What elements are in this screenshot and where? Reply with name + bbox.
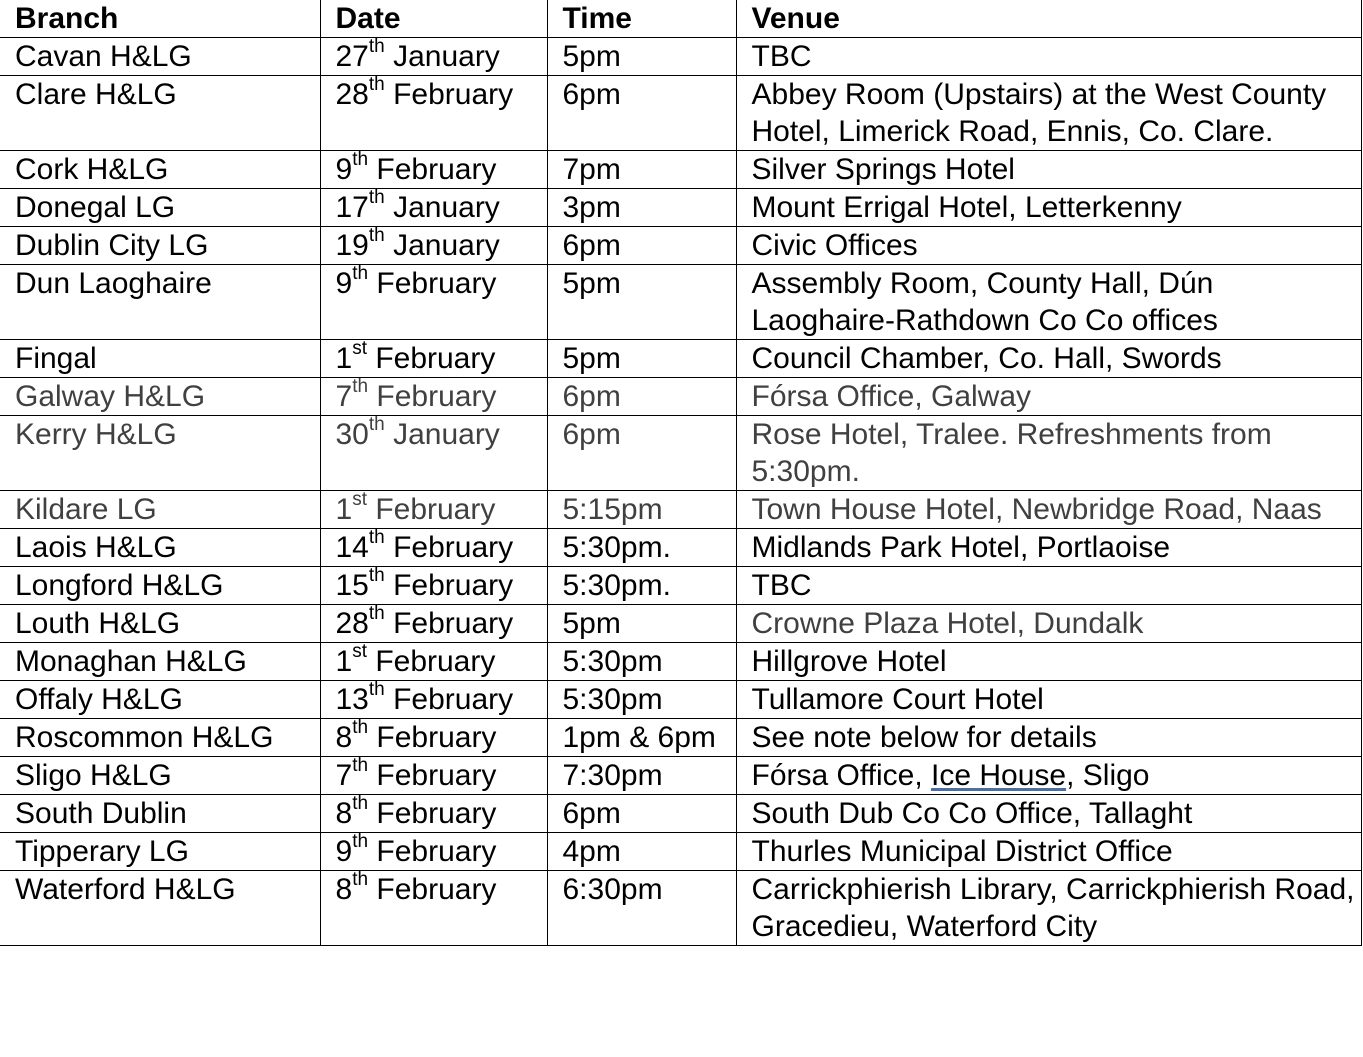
date-header: Date (320, 0, 547, 38)
date-cell (320, 719, 547, 757)
date-month: January (393, 418, 500, 451)
date-month: February (376, 380, 497, 413)
header-row (0, 0, 1361, 38)
venue-cell: South Dub Co Co Office, Tallaght (736, 795, 1361, 833)
branch-cell: Sligo H&LG (0, 757, 320, 795)
time-cell: 6pm (547, 227, 736, 265)
date-day: 9 (335, 835, 353, 868)
date-ordinal: th (352, 755, 369, 776)
date-day: 1 (335, 645, 353, 678)
date-cell (320, 151, 547, 189)
table-row (0, 491, 1361, 529)
date-cell (320, 38, 547, 76)
table-row (0, 681, 1361, 719)
date-cell (320, 605, 547, 643)
table-row (0, 38, 1361, 76)
date-ordinal: th (368, 414, 385, 435)
date-month: February (375, 645, 496, 678)
date-cell (320, 681, 547, 719)
time-cell: 6pm (547, 795, 736, 833)
table-row (0, 719, 1361, 757)
date-month: February (393, 683, 514, 716)
time-cell: 5:30pm. (547, 529, 736, 567)
date-cell (320, 643, 547, 681)
time-cell: 5pm (547, 38, 736, 76)
branch-cell: Laois H&LG (0, 529, 320, 567)
venue-cell: Council Chamber, Co. Hall, Swords (736, 340, 1361, 378)
date-day: 9 (335, 267, 353, 300)
time-cell: 5:30pm. (547, 567, 736, 605)
date-ordinal: st (352, 489, 367, 510)
date-day: 1 (335, 493, 353, 526)
branch-cell: Longford H&LG (0, 567, 320, 605)
date-cell (320, 757, 547, 795)
time-cell: 6pm (547, 378, 736, 416)
date-ordinal: th (352, 263, 369, 284)
time-cell: 6:30pm (547, 871, 736, 946)
venue-cell: See note below for details (736, 719, 1361, 757)
table-row (0, 227, 1361, 265)
date-ordinal: st (352, 338, 367, 359)
time-cell: 7pm (547, 151, 736, 189)
date-day: 28 (335, 78, 369, 111)
date-day: 8 (335, 721, 353, 754)
table-row (0, 265, 1361, 340)
date-month: February (393, 78, 514, 111)
venue-cell: TBC (736, 38, 1361, 76)
branch-cell: Monaghan H&LG (0, 643, 320, 681)
table-row (0, 76, 1361, 151)
date-cell (320, 265, 547, 340)
branch-cell: Clare H&LG (0, 76, 320, 151)
branch-cell: Cavan H&LG (0, 38, 320, 76)
time-cell: 7:30pm (547, 757, 736, 795)
branch-cell: Dublin City LG (0, 227, 320, 265)
date-ordinal: th (368, 36, 385, 57)
venue-cell (736, 757, 1361, 795)
date-ordinal: th (352, 376, 369, 397)
date-cell (320, 833, 547, 871)
branch-cell: Donegal LG (0, 189, 320, 227)
ice-house-link[interactable]: Ice House (931, 759, 1067, 792)
time-cell: 5:15pm (547, 491, 736, 529)
date-month: February (393, 531, 514, 564)
date-cell (320, 227, 547, 265)
table-row (0, 605, 1361, 643)
branch-cell: Fingal (0, 340, 320, 378)
date-month: February (376, 267, 497, 300)
date-month: February (393, 607, 514, 640)
date-cell (320, 416, 547, 491)
date-day: 7 (335, 759, 353, 792)
date-day: 7 (335, 380, 353, 413)
venue-cell: Hillgrove Hotel (736, 643, 1361, 681)
date-month: January (393, 191, 500, 224)
time-cell: 1pm & 6pm (547, 719, 736, 757)
table-row (0, 151, 1361, 189)
time-cell: 5:30pm (547, 681, 736, 719)
table-row (0, 757, 1361, 795)
date-cell (320, 491, 547, 529)
date-ordinal: th (368, 679, 385, 700)
date-cell (320, 76, 547, 151)
venue-cell: Carrickphierish Library, Carrickphierish Road, Gracedieu, Waterford City (736, 871, 1361, 946)
time-cell: 4pm (547, 833, 736, 871)
time-cell: 5pm (547, 340, 736, 378)
date-month: February (376, 797, 497, 830)
date-ordinal: th (368, 74, 385, 95)
date-month: February (393, 569, 514, 602)
date-day: 15 (335, 569, 369, 602)
date-ordinal: th (368, 527, 385, 548)
date-day: 8 (335, 797, 353, 830)
venue-cell: Mount Errigal Hotel, Letterkenny (736, 189, 1361, 227)
table-row (0, 567, 1361, 605)
venue-text: Fórsa Office, (751, 759, 932, 792)
date-cell (320, 378, 547, 416)
branch-cell: Waterford H&LG (0, 871, 320, 946)
venue-cell: Midlands Park Hotel, Portlaoise (736, 529, 1361, 567)
date-ordinal: th (352, 793, 369, 814)
venue-header: Venue (736, 0, 1361, 38)
time-cell: 5pm (547, 265, 736, 340)
table-row (0, 378, 1361, 416)
date-month: January (393, 229, 500, 262)
branch-cell: Offaly H&LG (0, 681, 320, 719)
venue-cell: Abbey Room (Upstairs) at the West County Hotel, Limerick Road, Ennis, Co. Clare. (736, 76, 1361, 151)
date-month: February (375, 342, 496, 375)
date-ordinal: th (368, 187, 385, 208)
time-header: Time (547, 0, 736, 38)
date-day: 28 (335, 607, 369, 640)
date-ordinal: th (368, 565, 385, 586)
venue-cell: Crowne Plaza Hotel, Dundalk (736, 605, 1361, 643)
branch-header: Branch (0, 0, 320, 38)
venue-cell: Silver Springs Hotel (736, 151, 1361, 189)
table-row (0, 340, 1361, 378)
branch-cell: Dun Laoghaire (0, 265, 320, 340)
branch-cell: Kildare LG (0, 491, 320, 529)
date-ordinal: th (352, 717, 369, 738)
date-cell (320, 795, 547, 833)
date-month: February (376, 759, 497, 792)
time-cell: 5:30pm (547, 643, 736, 681)
date-day: 30 (335, 418, 369, 451)
venue-cell: Town House Hotel, Newbridge Road, Naas (736, 491, 1361, 529)
date-day: 8 (335, 873, 353, 906)
date-cell (320, 340, 547, 378)
venue-cell: Fórsa Office, Galway (736, 378, 1361, 416)
venue-cell: TBC (736, 567, 1361, 605)
branch-cell: Louth H&LG (0, 605, 320, 643)
date-ordinal: th (352, 149, 369, 170)
venue-cell: Thurles Municipal District Office (736, 833, 1361, 871)
date-day: 19 (335, 229, 369, 262)
date-cell (320, 189, 547, 227)
time-cell: 5pm (547, 605, 736, 643)
date-ordinal: th (368, 225, 385, 246)
date-day: 14 (335, 531, 369, 564)
branch-cell: Galway H&LG (0, 378, 320, 416)
date-cell (320, 871, 547, 946)
venue-text: , Sligo (1066, 759, 1150, 792)
table-row (0, 795, 1361, 833)
venue-cell: Rose Hotel, Tralee. Refreshments from 5:30pm. (736, 416, 1361, 491)
date-cell (320, 529, 547, 567)
date-month: February (375, 493, 496, 526)
date-ordinal: th (368, 603, 385, 624)
branch-cell: Kerry H&LG (0, 416, 320, 491)
date-day: 27 (335, 40, 369, 73)
date-cell (320, 567, 547, 605)
table-row (0, 871, 1361, 946)
time-cell: 6pm (547, 416, 736, 491)
branch-cell: Roscommon H&LG (0, 719, 320, 757)
time-cell: 3pm (547, 189, 736, 227)
branch-cell: Cork H&LG (0, 151, 320, 189)
date-day: 1 (335, 342, 353, 375)
table-row (0, 833, 1361, 871)
venue-cell: Tullamore Court Hotel (736, 681, 1361, 719)
date-month: February (376, 153, 497, 186)
date-month: February (376, 873, 497, 906)
venue-cell: Civic Offices (736, 227, 1361, 265)
table-row (0, 416, 1361, 491)
date-ordinal: st (352, 641, 367, 662)
branch-cell: Tipperary LG (0, 833, 320, 871)
date-day: 13 (335, 683, 369, 716)
date-day: 9 (335, 153, 353, 186)
table-row (0, 189, 1361, 227)
venue-cell: Assembly Room, County Hall, Dún Laoghaire-Rathdown Co Co offices (736, 265, 1361, 340)
table-row (0, 643, 1361, 681)
table-row (0, 529, 1361, 567)
date-day: 17 (335, 191, 369, 224)
date-month: February (376, 721, 497, 754)
time-cell: 6pm (547, 76, 736, 151)
date-ordinal: th (352, 869, 369, 890)
date-month: January (393, 40, 500, 73)
date-ordinal: th (352, 831, 369, 852)
date-month: February (376, 835, 497, 868)
branch-cell: South Dublin (0, 795, 320, 833)
